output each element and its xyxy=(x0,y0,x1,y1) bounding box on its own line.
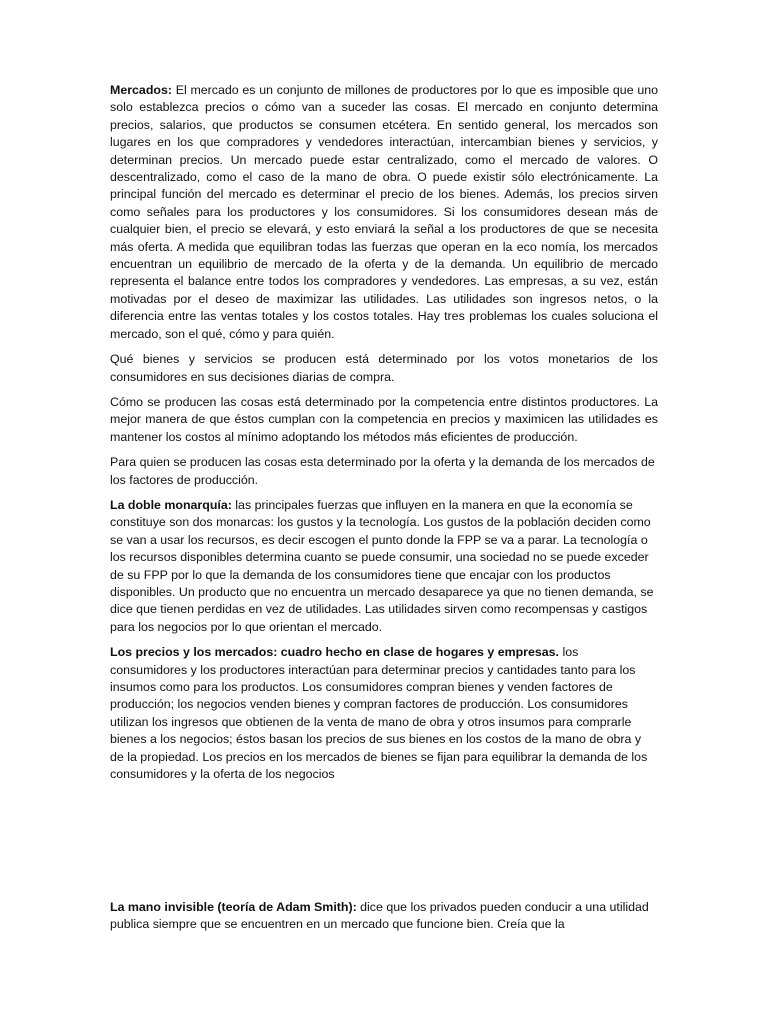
paragraph-que xyxy=(110,351,658,386)
paragraph-doble-monarquia xyxy=(110,497,658,636)
paragraph-text: El mercado es un conjunto de millones de productores por lo que es imposible que uno solo establezca precios o cómo van a suceder las cosas. El mercado en conjunto determina precios, salarios, que productos se consumen etcétera. En sentido general, los mercados son lugares en los que compradores y vendedores interactúan, intercambian bienes y servicios, y determinan precios. Un mercado puede estar centralizado, como el mercado de valores. O descentralizado, como el caso de la mano de obra. O puede existir sólo electrónicamente. La principal función del mercado es determinar el precio de los bienes. Además, los precios sirven como señales para los productores y los consumidores. Si los consumidores desean más de cualquier bien, el precio se elevará, y esto enviará la señal a los productores de que se necesita más oferta. A medida que equilibran todas las fuerzas que operan en la eco nomía, los mercados encuentran un equilibrio de mercado de la oferta y de la demanda. Un equilibrio de mercado representa el balance entre todos los compradores y vendedores. Las empresas, a su vez, están motivadas por el deseo de maximizar las utilidades. Las utilidades son ingresos netos, o la diferencia entre las ventas totales y los costos totales. Hay tres problemas los cuales soluciona el mercado, son el qué, cómo y para quién. xyxy=(110,83,658,341)
paragraph-heading: Los precios y los mercados: cuadro hecho en clase de hogares y empresas. xyxy=(110,645,559,660)
paragraph-text: los consumidores y los productores interactúan para determinar precios y cantidades tanto para los insumos como para los productos. Los consumidores compran bienes y venden factores de producción; los negocios venden bienes y compran factores de producción. Los consumidores utilizan los ingresos que obtienen de la venta de mano de obra y otros insumos para comprarle bienes a los negocios; éstos basan los precios de sus bienes en los costos de la mano de obra y de la propiedad. Los precios en los mercados de bienes se fijan para equilibrar la demanda de los consumidores y la oferta de los negocios xyxy=(110,645,648,782)
paragraph-text: Para quien se producen las cosas esta determinado por la oferta y la demanda de los mercados de los factores de producción. xyxy=(110,455,655,487)
paragraph-heading: La mano invisible (teoría de Adam Smith): xyxy=(110,900,357,914)
paragraph-text: las principales fuerzas que influyen en la manera en que la economía se constituye son dos monarcas: los gustos y la tecnología. Los gustos de la población deciden como se van a usar los recursos, es decir escogen el punto donde la FPP se va a parar. La tecnología o los recursos disponibles determina cuanto se puede consumir, una sociedad no se puede exceder de su FPP por lo que la demanda de los consumidores tiene que encajar con los productos disponibles. Un producto que no encuentra un mercado desaparece ya que no tienen demanda, se dice que tienen perdidas en vez de utilidades. Las utilidades sirven como recompensas y castigos para los negocios por lo que orientan el mercado. xyxy=(110,497,654,634)
paragraph-mercados xyxy=(110,82,658,343)
paragraph-para-quien xyxy=(110,454,658,489)
document-body xyxy=(110,82,658,791)
paragraph-precios-mercados xyxy=(110,644,658,783)
paragraph-mano-invisible xyxy=(110,899,658,934)
paragraph-heading: La doble monarquía: xyxy=(110,497,232,512)
paragraph-text: Cómo se producen las cosas está determinado por la competencia entre distintos productores. La mejor manera de que éstos cumplan con la competencia en precios y maximicen las utilidades es mantener los costos al mínimo adoptando los métodos más eficientes de producción. xyxy=(110,394,658,444)
document-body-continued xyxy=(110,899,658,942)
paragraph-heading: Mercados: xyxy=(110,83,172,97)
paragraph-como xyxy=(110,394,658,446)
paragraph-text: dice que los privados pueden conducir a una utilidad publica siempre que se encuentren en un mercado que funcione bien. Creía que la xyxy=(110,900,649,932)
paragraph-text: Qué bienes y servicios se producen está determinado por los votos monetarios de los consumidores en sus decisiones diarias de compra. xyxy=(110,352,658,384)
